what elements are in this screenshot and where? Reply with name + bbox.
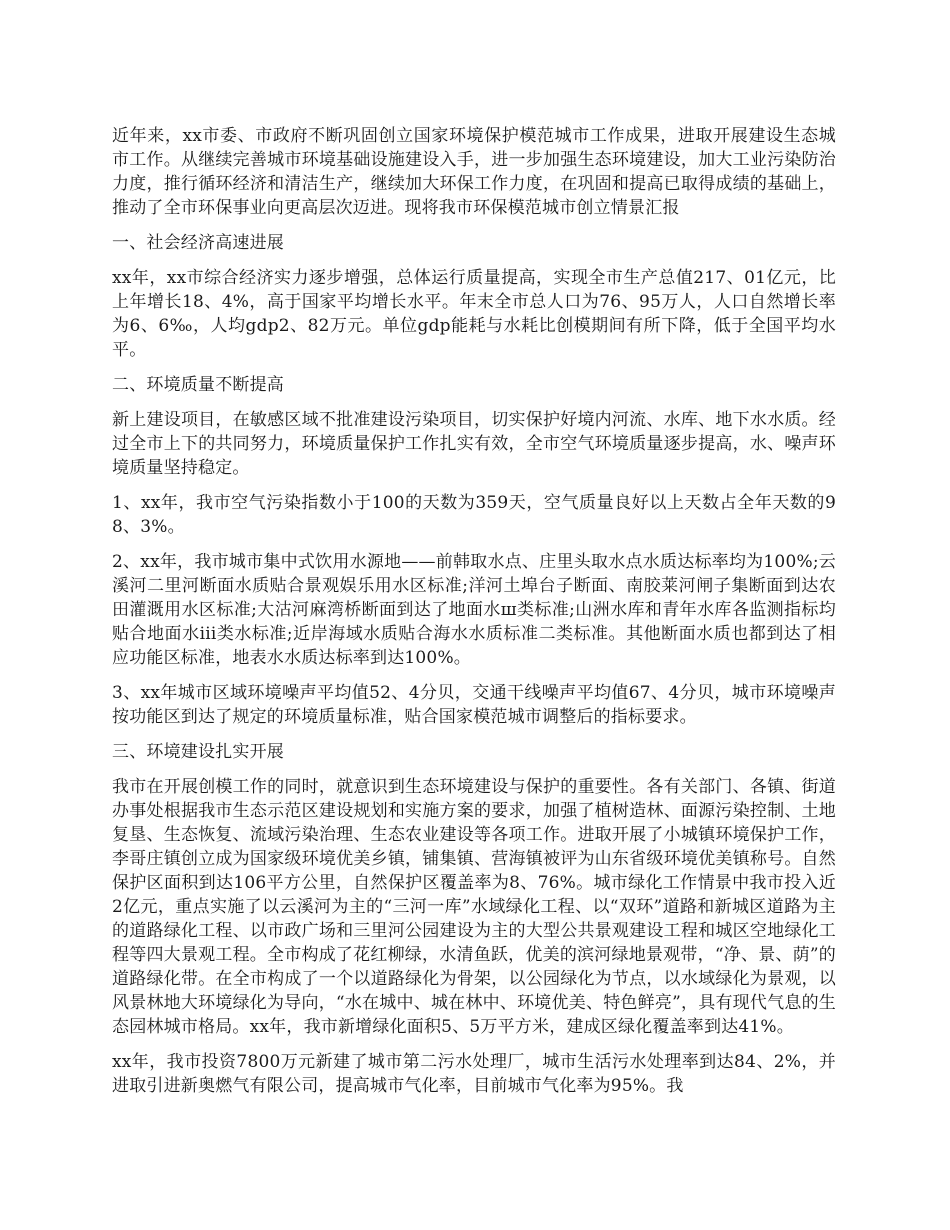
noise-paragraph: 3、xx年城市区域环境噪声平均值52、4分贝，交通干线噪声平均值67、4分贝，城市环境噪声按功能区到达了规定的环境质量标准，贴合国家模范城市调整后的指标要求。 bbox=[112, 683, 836, 727]
environment-quality-paragraph: 新上建设项目，在敏感区域不批准建设污染项目，切实保护好境内河流、水库、地下水水质。经过全市上下的共同努力，环境质量保护工作扎实有效，全市空气环境质量逐步提高，水、噪声环境质量坚持稳定。 bbox=[112, 410, 836, 478]
water-quality-paragraph: 2、xx年，我市城市集中式饮用水源地——前韩取水点、庄里头取水点水质达标率均为100%;云溪河二里河断面水质贴合景观娱乐用水区标准;洋河土埠台子断面、南胶莱河闸子集断面到达农田灌溉用水区标准;大沽河麻湾桥断面到达了地面水ш类标准;山洲水库和青年水库各监测指标均贴合地面水iii类水标准;近岸海域水质贴合海水水质标准二类标准。其他断面水质也都到达了相应功能区标准，地表水水质达标率到达100%。 bbox=[112, 552, 836, 668]
document-body bbox=[112, 124, 836, 1109]
intro-paragraph: 近年来，xx市委、市政府不断巩固创立国家环境保护模范城市工作成果，进取开展建设生态城市工作。从继续完善城市环境基础设施建设入手，进一步加强生态环境建设，加大工业污染防治力度，推行循环经济和清洁生产，继续加大环保工作力度，在巩固和提高已取得成绩的基础上，推动了全市环保事业向更高层次迈进。现将我市环保模范城市创立情景汇报 bbox=[112, 126, 836, 218]
section-heading-1: 一、社会经济高速进展 bbox=[112, 233, 284, 253]
section-heading-2: 二、环境质量不断提高 bbox=[112, 375, 284, 395]
air-quality-paragraph: 1、xx年，我市空气污染指数小于100的天数为359天，空气质量良好以上天数占全年天数的98、3%。 bbox=[112, 493, 836, 537]
section-heading-3: 三、环境建设扎实开展 bbox=[112, 742, 284, 762]
economy-paragraph: xx年，xx市综合经济实力逐步增强，总体运行质量提高，实现全市生产总值217、01亿元，比上年增长18、4%，高于国家平均增长水平。年末全市总人口为76、95万人，人口自然增长率为6、6‰，人均gdp2、82万元。单位gdp能耗与水耗比创模期间有所下降，低于全国平均水平。 bbox=[112, 268, 836, 360]
eco-construction-paragraph: 我市在开展创模工作的同时，就意识到生态环境建设与保护的重要性。各有关部门、各镇、街道办事处根据我市生态示范区建设规划和实施方案的要求，加强了植树造林、面源污染控制、土地复垦、生态恢复、流域污染治理、生态农业建设等各项工作。进取开展了小城镇环境保护工作，李哥庄镇创立成为国家级环境优美乡镇，铺集镇、营海镇被评为山东省级环境优美镇称号。自然保护区面积到达106平方公里，自然保护区覆盖率为8、76%。城市绿化工作情景中我市投入近2亿元，重点实施了以云溪河为主的“三河一库”水域绿化工程、以“双环”道路和新城区道路为主的道路绿化工程、以市政广场和三里河公园建设为主的大型公共景观建设工程和城区空地绿化工程等四大景观工程。全市构成了花红柳绿，水清鱼跃，优美的滨河绿地景观带，“净、景、荫”的道路绿化带。在全市构成了一个以道路绿化为骨架，以公园绿化为节点，以水域绿化为景观，以风景林地大环境绿化为导向，“水在城中、城在林中、环境优美、特色鲜亮”，具有现代气息的生态园林城市格局。xx年，我市新增绿化面积5、5万平方米，建成区绿化覆盖率到达41%。 bbox=[112, 777, 836, 1037]
sewage-paragraph: xx年，我市投资7800万元新建了城市第二污水处理厂，城市生活污水处理率到达84、2%，并进取引进新奥燃气有限公司，提高城市气化率，目前城市气化率为95%。我 bbox=[112, 1052, 836, 1096]
